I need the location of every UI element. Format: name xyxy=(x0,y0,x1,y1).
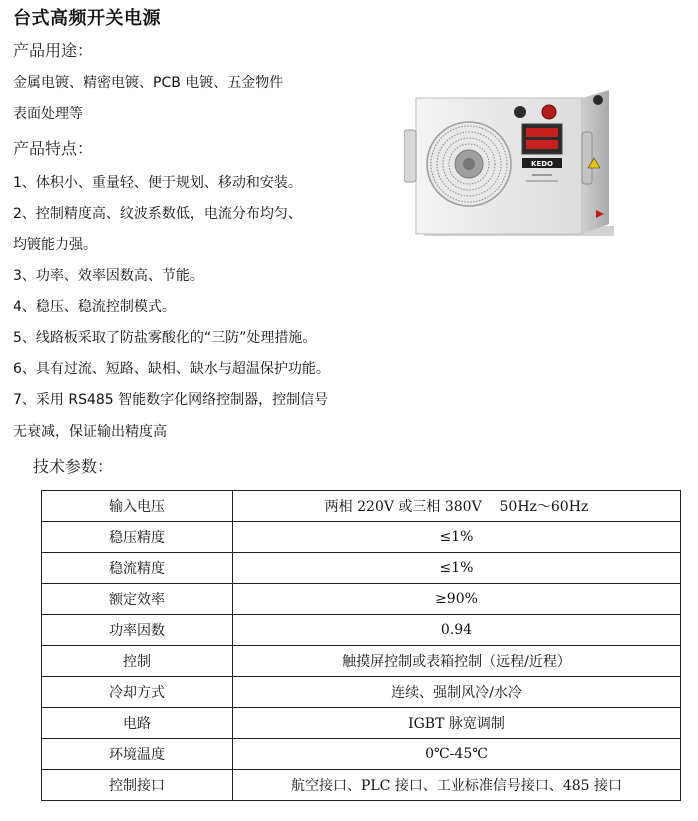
spec-value: ≤1% xyxy=(233,522,681,553)
spec-value: 连续、强制风冷/水冷 xyxy=(233,677,681,708)
digital-display-icon xyxy=(522,124,562,154)
table-row xyxy=(42,677,681,708)
feature-line: 2、控制精度高、纹波系数低，电流分布均匀、 xyxy=(13,206,302,222)
usage-heading: 产品用途： xyxy=(13,41,94,60)
feature-line: 无衰减，保证输出精度高 xyxy=(13,424,167,440)
feature-line: 7、采用 RS485 智能数字化网络控制器，控制信号 xyxy=(13,392,329,408)
spec-name: 控制接口 xyxy=(42,770,233,801)
usage-line: 表面处理等 xyxy=(13,106,83,122)
table-row xyxy=(42,770,681,801)
spec-name: 功率因数 xyxy=(42,615,233,646)
spec-value: 两相 220V 或三相 380V 50Hz～60Hz xyxy=(233,491,681,522)
spec-name: 电路 xyxy=(42,708,233,739)
spec-value: 0.94 xyxy=(233,615,681,646)
feature-line: 5、线路板采取了防盐雾酸化的“三防”处理措施。 xyxy=(13,330,317,346)
usage-line: 金属电镀、精密电镀、PCB 电镀、五金物件 xyxy=(13,75,284,91)
table-row xyxy=(42,615,681,646)
spec-name: 稳流精度 xyxy=(42,553,233,584)
table-row xyxy=(42,646,681,677)
features-heading: 产品特点： xyxy=(13,139,94,158)
product-image xyxy=(404,88,628,248)
spec-table xyxy=(41,490,681,801)
spec-value: 触摸屏控制或表箱控制（远程/近程） xyxy=(233,646,681,677)
emergency-stop-icon xyxy=(542,105,556,119)
table-row xyxy=(42,708,681,739)
table-row xyxy=(42,739,681,770)
table-row xyxy=(42,522,681,553)
spec-value: ≥90% xyxy=(233,584,681,615)
spec-name: 环境温度 xyxy=(42,739,233,770)
panel-label xyxy=(532,174,552,176)
left-handle-icon xyxy=(404,130,416,182)
power-switch-icon xyxy=(514,106,526,118)
spec-value: IGBT 脉宽调制 xyxy=(233,708,681,739)
table-row xyxy=(42,553,681,584)
fan-grille-icon xyxy=(427,122,511,206)
spec-name: 稳压精度 xyxy=(42,522,233,553)
right-handle-icon xyxy=(582,132,592,184)
feature-line: 4、稳压、稳流控制模式。 xyxy=(13,299,176,315)
spec-name: 输入电压 xyxy=(42,491,233,522)
table-row xyxy=(42,491,681,522)
spec-name: 控制 xyxy=(42,646,233,677)
specs-heading: 技术参数： xyxy=(33,457,114,476)
spec-value: 0℃-45℃ xyxy=(233,739,681,770)
spec-name: 冷却方式 xyxy=(42,677,233,708)
feature-line: 6、具有过流、短路、缺相、缺水与超温保护功能。 xyxy=(13,361,330,377)
feature-line: 3、功率、效率因数高、节能。 xyxy=(13,268,204,284)
feature-line: 均镀能力强。 xyxy=(13,237,97,253)
feature-line: 1、体积小、重量轻、便于规划、移动和安装。 xyxy=(13,175,302,191)
spec-name: 额定效率 xyxy=(42,584,233,615)
page-title: 台式高频开关电源 xyxy=(13,8,161,29)
panel-label xyxy=(526,180,558,182)
spec-value: 航空接口、PLC 接口、工业标准信号接口、485 接口 xyxy=(233,770,681,801)
spec-value: ≤1% xyxy=(233,553,681,584)
table-row xyxy=(42,584,681,615)
top-knob-icon xyxy=(593,95,603,105)
brand-mark: KEDO xyxy=(531,160,553,168)
